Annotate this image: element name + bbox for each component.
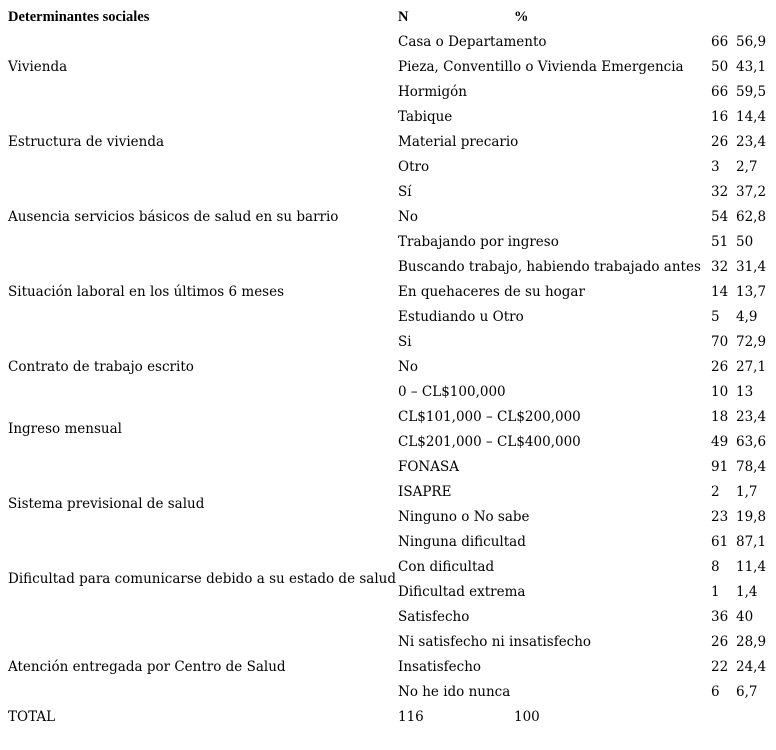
n-cell: 61	[711, 534, 729, 550]
category-cell: En quehaceres de su hogar	[398, 284, 585, 300]
pct-cell: 1,7	[736, 484, 758, 500]
n-cell: 26	[711, 359, 729, 375]
category-cell: 0 – CL$100,000	[398, 384, 506, 400]
group-label: Situación laboral en los últimos 6 meses	[8, 283, 285, 300]
n-cell: 26	[711, 634, 729, 650]
n-cell: 1	[711, 584, 720, 600]
category-cell: No	[398, 359, 418, 375]
n-cell: 5	[711, 309, 720, 325]
category-cell: Sí	[398, 184, 412, 200]
category-cell: CL$201,000 – CL$400,000	[398, 434, 581, 450]
n-cell: 18	[711, 409, 729, 425]
n-cell: 10	[711, 384, 729, 400]
category-cell: Hormigón	[398, 84, 467, 100]
category-cell: Ni satisfecho ni insatisfecho	[398, 634, 592, 650]
group-label: Vivienda	[8, 58, 68, 75]
pct-cell: 72,9	[736, 334, 767, 350]
group-label: Atención entregada por Centro de Salud	[8, 658, 286, 675]
pct-cell: 28,9	[736, 634, 767, 650]
pct-cell: 6,7	[736, 684, 758, 700]
category-cell: Trabajando por ingreso	[398, 234, 559, 250]
category-cell: Tabique	[398, 109, 453, 125]
n-cell: 6	[711, 684, 720, 700]
pct-cell: 63,6	[736, 434, 767, 450]
n-cell: 8	[711, 559, 720, 575]
pct-cell: 4,9	[736, 309, 758, 325]
category-cell: Insatisfecho	[398, 659, 482, 675]
pct-cell: 2,7	[736, 159, 758, 175]
n-cell: 22	[711, 659, 729, 675]
n-cell: 3	[711, 159, 720, 175]
category-cell: Buscando trabajo, habiendo trabajado antes	[398, 259, 701, 275]
category-cell: Estudiando u Otro	[398, 309, 524, 325]
category-cell: Casa o Departamento	[398, 34, 547, 50]
pct-cell: 13	[736, 384, 754, 400]
pct-cell: 23,4	[736, 409, 767, 425]
category-cell: No he ido nunca	[398, 684, 511, 700]
group-label: Dificultad para comunicarse debido a su estado de salud	[8, 571, 396, 587]
n-cell: 32	[711, 184, 729, 200]
n-cell: 49	[711, 434, 729, 450]
pct-cell: 23,4	[736, 134, 767, 150]
group-label: Ingreso mensual	[8, 421, 122, 437]
header-pct: %	[514, 9, 529, 25]
pct-cell: 43,1	[736, 59, 767, 75]
pct-cell: 19,8	[736, 509, 767, 525]
pct-cell: 37,2	[736, 184, 767, 200]
category-cell: Dificultad extrema	[398, 584, 526, 600]
pct-cell: 11,4	[736, 559, 767, 575]
n-cell: 2	[711, 484, 720, 500]
n-cell: 51	[711, 234, 729, 250]
category-cell: No	[398, 209, 418, 225]
pct-cell: 1,4	[736, 584, 758, 600]
n-cell: 23	[711, 509, 729, 525]
pct-cell: 56,9	[736, 34, 767, 50]
pct-cell: 62,8	[736, 209, 767, 225]
n-cell: 66	[711, 34, 729, 50]
n-cell: 50	[711, 59, 729, 75]
header-determinants: Determinantes sociales	[8, 9, 150, 25]
category-cell: Pieza, Conventillo o Vivienda Emergencia	[398, 59, 684, 75]
group-label: Contrato de trabajo escrito	[8, 358, 194, 375]
total-label: TOTAL	[8, 709, 56, 725]
pct-cell: 24,4	[736, 659, 767, 675]
total-n: 116	[398, 709, 424, 725]
category-cell: Ninguna dificultad	[398, 534, 526, 550]
n-cell: 16	[711, 109, 729, 125]
pct-cell: 31,4	[736, 259, 767, 275]
group-label: Ausencia servicios básicos de salud en su barrio	[8, 208, 339, 225]
pct-cell: 27,1	[736, 359, 767, 375]
pct-cell: 87,1	[736, 534, 767, 550]
category-cell: FONASA	[398, 459, 459, 475]
category-cell: Material precario	[398, 134, 519, 150]
pct-cell: 59,5	[736, 84, 767, 100]
category-cell: Otro	[398, 159, 430, 175]
n-cell: 54	[711, 209, 729, 225]
category-cell: Ninguno o No sabe	[398, 509, 530, 525]
n-cell: 36	[711, 609, 729, 625]
category-cell: Si	[398, 334, 412, 350]
group-label: Estructura de vivienda	[8, 133, 165, 150]
pct-cell: 14,4	[736, 109, 767, 125]
pct-cell: 78,4	[736, 459, 767, 475]
total-pct: 100	[514, 709, 540, 725]
n-cell: 66	[711, 84, 729, 100]
pct-cell: 40	[736, 609, 754, 625]
n-cell: 70	[711, 334, 729, 350]
n-cell: 32	[711, 259, 729, 275]
pct-cell: 50	[736, 234, 754, 250]
category-cell: Satisfecho	[398, 609, 470, 625]
n-cell: 14	[711, 284, 729, 300]
group-label: Sistema previsional de salud	[8, 496, 205, 512]
category-cell: Con dificultad	[398, 559, 495, 575]
n-cell: 91	[711, 459, 729, 475]
n-cell: 26	[711, 134, 729, 150]
pct-cell: 13,7	[736, 284, 767, 300]
category-cell: ISAPRE	[398, 484, 452, 500]
header-n: N	[398, 9, 409, 25]
category-cell: CL$101,000 – CL$200,000	[398, 409, 581, 425]
